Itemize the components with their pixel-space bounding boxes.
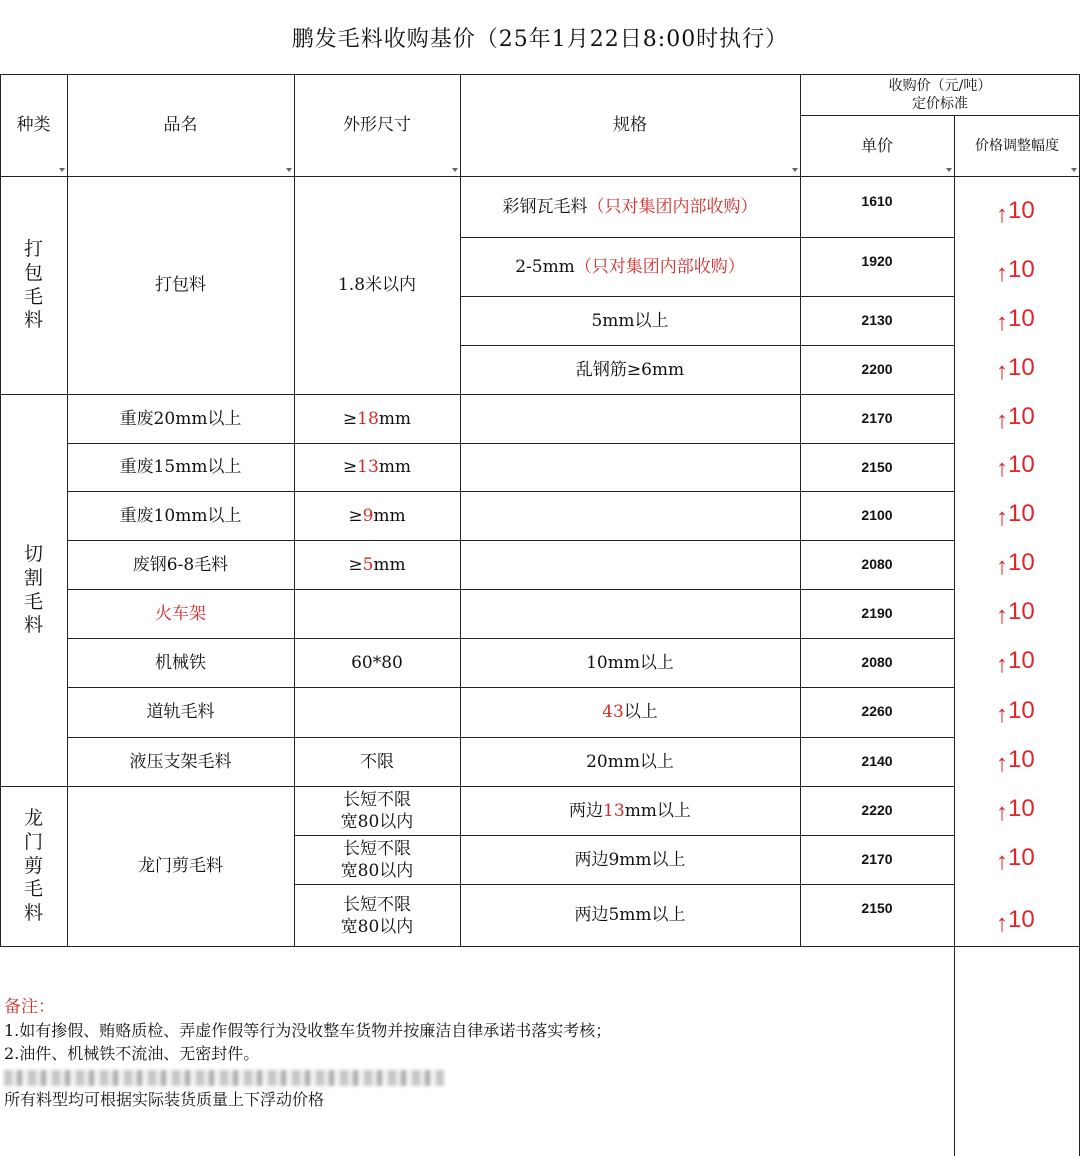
category-char: 包 [23, 261, 43, 284]
adjustment-value: 10 [1008, 197, 1035, 224]
row-size [294, 492, 460, 540]
up-arrow-icon: ↑ [996, 260, 1008, 287]
row-name: 龙门剪毛料 [138, 856, 223, 877]
size-line: 宽80以内 [340, 916, 414, 937]
price-adjustment [996, 305, 1035, 336]
redacted-text [4, 1070, 444, 1086]
row-spec [460, 787, 800, 835]
price-adjustment [996, 906, 1035, 937]
notes [4, 996, 611, 1111]
unit-price: 2130 [861, 311, 893, 328]
row-size: 不限 [360, 751, 394, 772]
size-prefix: ≥ [342, 457, 358, 478]
row-spec: 10mm以上 [586, 652, 674, 673]
row-name: 液压支架毛料 [129, 751, 232, 772]
up-arrow-icon: ↑ [996, 910, 1008, 937]
adjustment-value: 10 [1008, 305, 1035, 332]
price-adjustment [996, 844, 1035, 875]
page-title: 鹏发毛料收购基价（25年1月22日8:00时执行） [291, 27, 789, 52]
up-arrow-icon: ↑ [996, 848, 1008, 875]
size-line: 宽80以内 [340, 861, 414, 881]
size-num: 9 [362, 505, 374, 526]
price-adjustment [996, 256, 1035, 287]
header-size: 外形尺寸 [343, 115, 411, 136]
row-spec [460, 177, 800, 237]
up-arrow-icon: ↑ [996, 602, 1008, 629]
header-purchase-price [800, 75, 1080, 115]
row-name: 机械铁 [155, 652, 206, 673]
row-spec: 20mm以上 [586, 751, 674, 772]
category-char: 料 [23, 902, 43, 925]
size-line: 长短不限 [343, 839, 411, 859]
adjustment-value: 10 [1008, 256, 1035, 283]
header-name: 品名 [163, 115, 198, 136]
header-unit-price: 单价 [860, 135, 893, 155]
price-adjustment [996, 795, 1035, 826]
unit-price: 2080 [861, 555, 893, 572]
size-line: 宽80以内 [340, 812, 414, 832]
note-line-4: 所有料型均可根据实际装货质量上下浮动价格 [4, 1090, 325, 1109]
row-size [294, 836, 460, 884]
up-arrow-icon: ↑ [996, 553, 1008, 580]
spec-rest: mm以上 [624, 800, 691, 821]
adjustment-value: 10 [1008, 647, 1035, 674]
category-gantry-shear [0, 787, 67, 946]
price-adjustment [996, 451, 1035, 482]
category-char: 毛 [23, 878, 43, 901]
size-num: 18 [357, 408, 379, 429]
row-name: 废钢6-8毛料 [132, 554, 229, 575]
note-line-redacted [4, 1065, 611, 1088]
header-category: 种类 [16, 115, 51, 136]
adjustment-value: 10 [1008, 746, 1035, 773]
notes-heading: 备注： [4, 997, 55, 1017]
up-arrow-icon: ↑ [996, 201, 1008, 228]
adjustment-value: 10 [1008, 906, 1035, 933]
row-spec: 5mm以上 [591, 310, 669, 331]
spec-note: （只对集团内部收购） [587, 196, 758, 217]
price-adjustment [996, 403, 1035, 434]
size-line: 长短不限 [343, 894, 411, 915]
adjustment-value: 10 [1008, 549, 1035, 576]
category-char: 剪 [23, 854, 43, 877]
row-name: 重废15mm以上 [119, 457, 242, 478]
unit-price: 2100 [861, 506, 893, 523]
size-prefix: ≥ [342, 408, 358, 429]
size-unit: mm [378, 408, 412, 429]
note-line-1: 1.如有掺假、贿赂质检、弄虚作假等行为没收整车货物并按廉洁自律承诺书落实考核； [4, 1021, 612, 1040]
up-arrow-icon: ↑ [996, 651, 1008, 678]
price-adjustment [996, 354, 1035, 385]
unit-price: 2170 [861, 409, 893, 426]
size-line: 长短不限 [343, 790, 411, 810]
row-spec [460, 688, 800, 737]
category-char: 打 [23, 238, 43, 260]
category-baling [0, 177, 67, 394]
adjustment-value: 10 [1008, 500, 1035, 527]
unit-price: 2150 [861, 458, 893, 475]
row-size [294, 395, 460, 443]
size-prefix: ≥ [348, 505, 363, 526]
category-char: 料 [23, 614, 43, 637]
up-arrow-icon: ↑ [996, 309, 1008, 336]
unit-price: 2080 [861, 653, 893, 670]
up-arrow-icon: ↑ [996, 750, 1008, 777]
up-arrow-icon: ↑ [996, 455, 1008, 482]
row-size [294, 444, 460, 491]
adjustment-value: 10 [1008, 354, 1035, 381]
price-adjustment [996, 647, 1035, 678]
size-num: 5 [362, 554, 374, 575]
row-spec: 两边9mm以上 [574, 849, 686, 870]
unit-price: 2170 [861, 850, 893, 867]
note-line-2: 2.油件、机械铁不流油、无密封件。 [4, 1044, 260, 1063]
up-arrow-icon: ↑ [996, 701, 1008, 728]
category-char: 切 [23, 543, 43, 565]
row-name: 重废20mm以上 [119, 408, 242, 429]
adjustment-value: 10 [1008, 598, 1035, 625]
adjustment-value: 10 [1008, 451, 1035, 478]
category-char: 毛 [23, 590, 43, 613]
category-char: 门 [23, 830, 43, 853]
spec-text: 2-5mm [515, 256, 575, 277]
unit-price: 1920 [861, 252, 893, 269]
row-name: 火车架 [155, 603, 206, 624]
row-spec: 乱钢筋≥6mm [575, 359, 685, 380]
up-arrow-icon: ↑ [996, 358, 1008, 385]
category-char: 割 [23, 566, 43, 589]
adjustment-value: 10 [1008, 403, 1035, 430]
header-purchase-price-label: 收购价（元/吨） [888, 78, 992, 94]
size-prefix: ≥ [348, 554, 363, 575]
size-unit: mm [373, 554, 406, 575]
row-spec: 两边5mm以上 [574, 905, 686, 926]
unit-price: 2140 [861, 752, 893, 769]
header-adjustment: 价格调整幅度 [975, 137, 1059, 154]
unit-price: 2200 [861, 360, 893, 377]
row-spec [460, 238, 800, 296]
spec-rest: 以上 [623, 702, 658, 723]
size-unit: mm [378, 457, 412, 478]
unit-price: 1610 [861, 192, 893, 209]
row-size [294, 885, 460, 946]
size-unit: mm [373, 505, 406, 526]
row-name: 打包料 [155, 275, 206, 296]
price-adjustment [996, 500, 1035, 531]
unit-price: 2190 [861, 604, 893, 621]
category-char: 龙 [23, 807, 43, 830]
price-adjustment [996, 697, 1035, 728]
category-char: 毛 [23, 285, 43, 308]
adjustment-value: 10 [1008, 697, 1035, 724]
up-arrow-icon: ↑ [996, 504, 1008, 531]
header-spec: 规格 [613, 115, 647, 136]
price-adjustment [996, 598, 1035, 629]
row-size [294, 541, 460, 589]
up-arrow-icon: ↑ [996, 407, 1008, 434]
size-num: 13 [357, 457, 379, 478]
price-adjustment [996, 746, 1035, 777]
spec-num: 13 [603, 800, 625, 821]
price-adjustment [996, 549, 1035, 580]
row-size: 60*80 [351, 652, 403, 673]
row-size: 1.8米以内 [337, 275, 417, 296]
spec-num: 43 [602, 702, 624, 723]
spec-pre: 两边 [569, 800, 604, 821]
unit-price: 2220 [861, 801, 893, 818]
category-char: 料 [23, 309, 43, 332]
header-pricing-standard: 定价标准 [912, 96, 968, 112]
spec-text: 彩钢瓦毛料 [502, 196, 588, 217]
unit-price: 2150 [861, 899, 893, 916]
row-name: 重废10mm以上 [119, 505, 242, 526]
spec-note: （只对集团内部收购） [574, 256, 745, 277]
adjustment-value: 10 [1008, 844, 1035, 871]
unit-price: 2260 [861, 702, 893, 719]
category-cutting [0, 395, 67, 786]
row-size [294, 787, 460, 835]
up-arrow-icon: ↑ [996, 799, 1008, 826]
row-name: 道轨毛料 [146, 702, 215, 723]
adjustment-value: 10 [1008, 795, 1035, 822]
price-adjustment [996, 197, 1035, 228]
